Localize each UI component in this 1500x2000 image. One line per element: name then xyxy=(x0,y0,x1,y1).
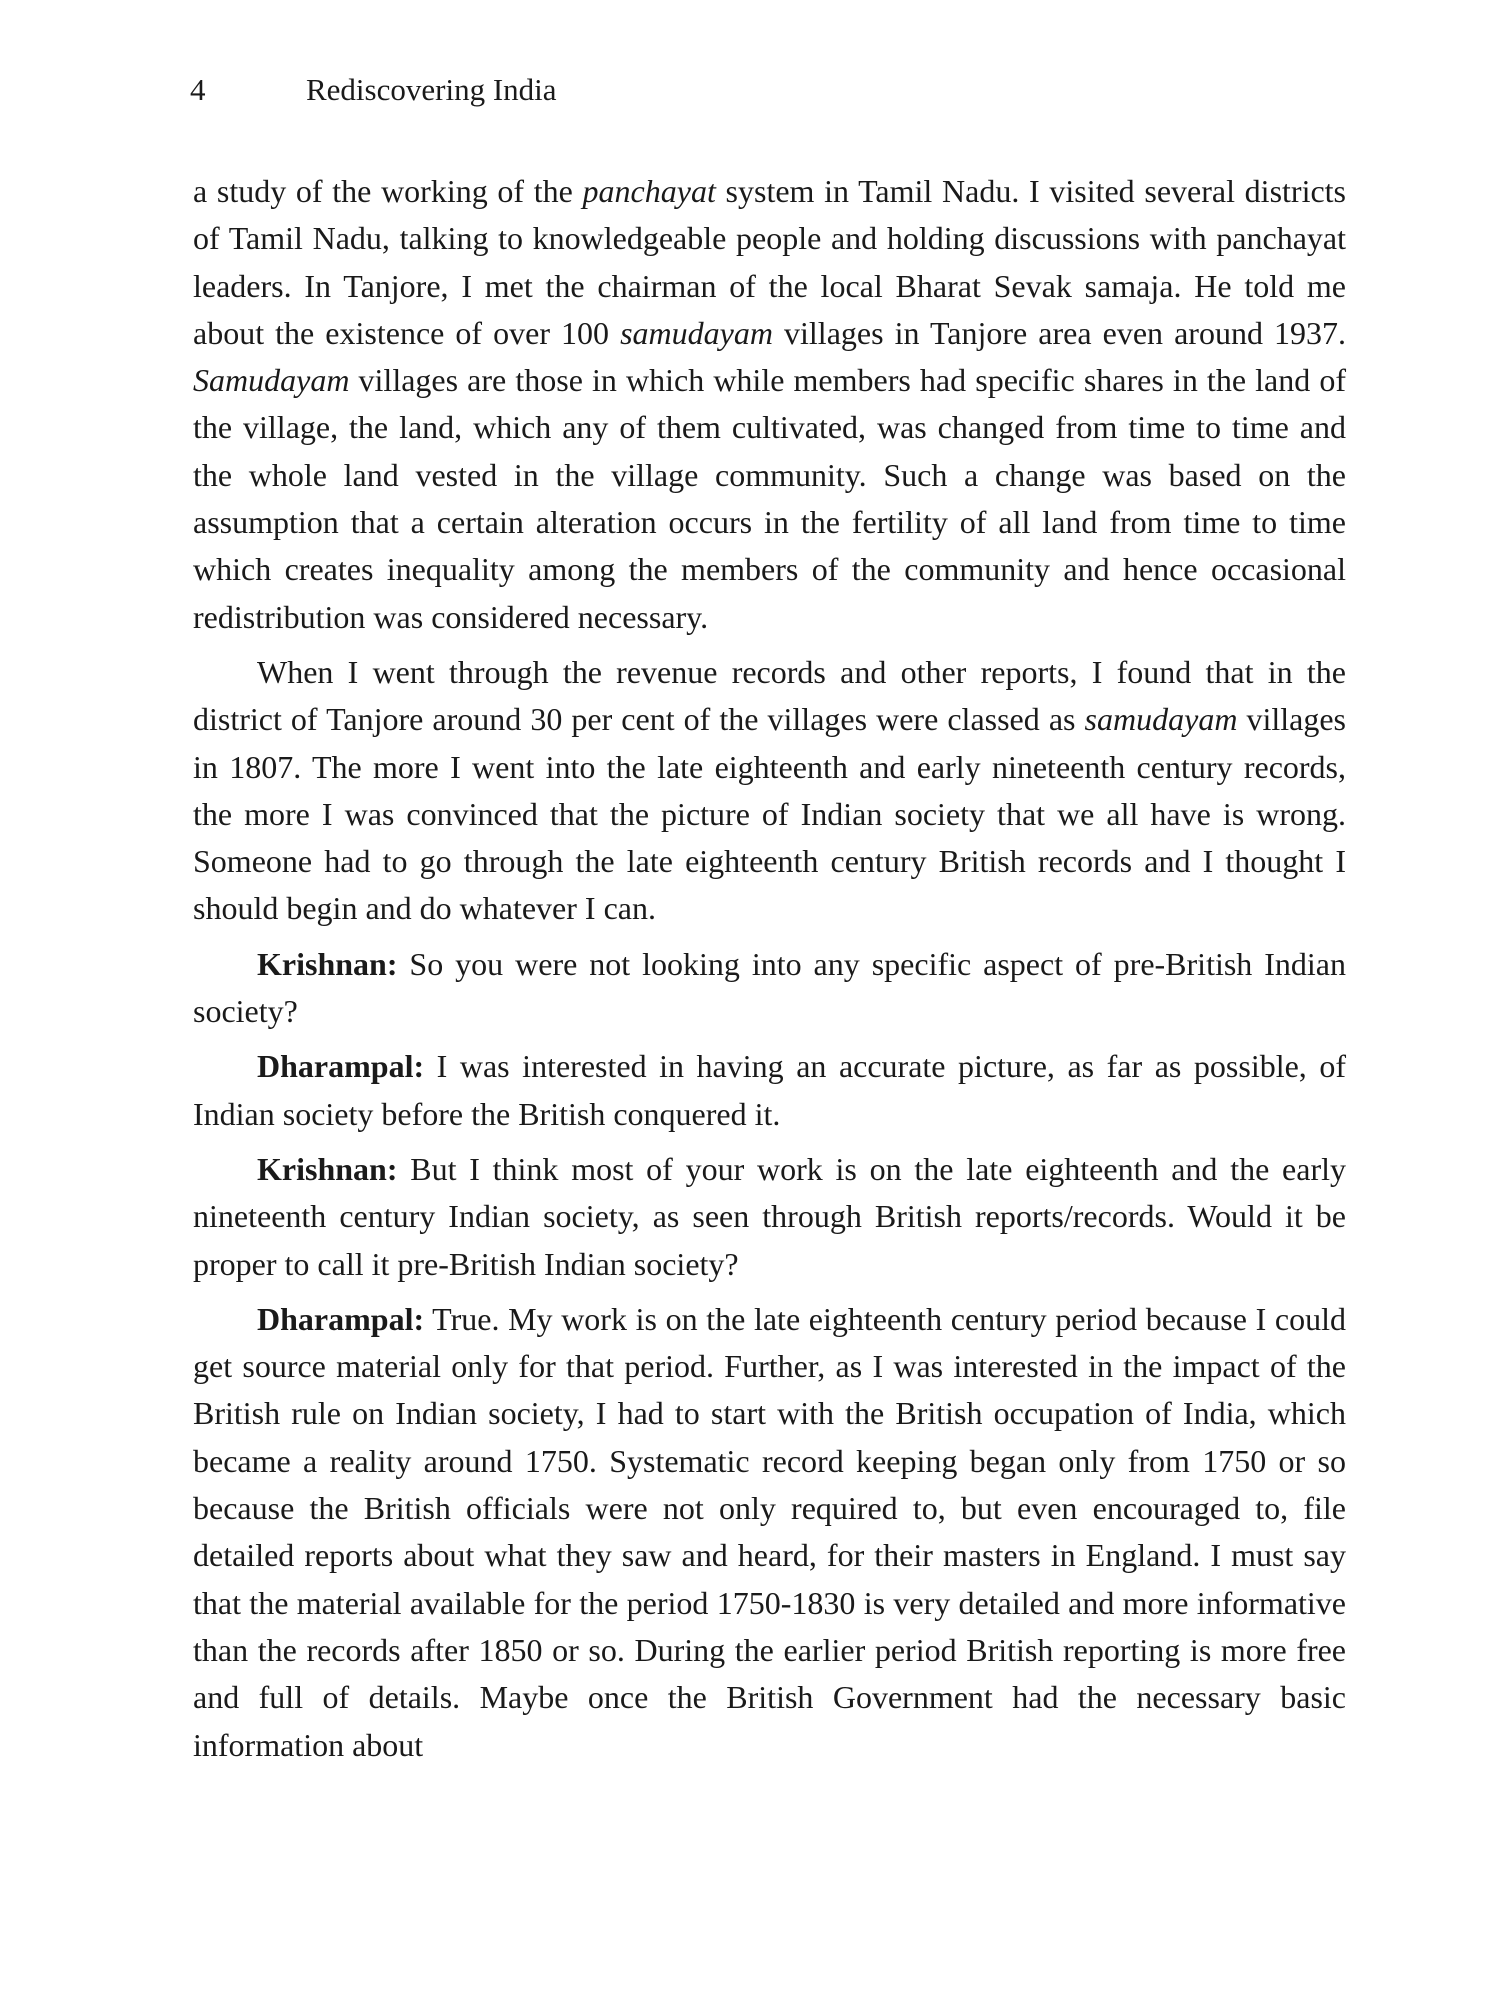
text-run: a study of the working of the xyxy=(193,173,583,209)
text-run: villages are those in which while members had specific shares in the land of the village, the land, which any of them cultivated, was changed from time to time and the whole land vested in the village community. Such a change was based on the assumption that a certain alteration occurs in the fertility of all land from time to time which creates inequality among the members of the community and hence occasional redistribution was considered necessary. xyxy=(193,362,1346,635)
dialogue-krishnan-2 xyxy=(193,1146,1346,1288)
running-head xyxy=(190,70,1350,110)
italic-term: samudayam xyxy=(1084,701,1238,738)
dialogue-krishnan-1 xyxy=(193,941,1346,1036)
paragraph-panchayat-study xyxy=(193,168,1346,641)
speaker-name: Dharampal: xyxy=(257,1048,425,1085)
dialogue-text: True. My work is on the late eighteenth century period because I could get source material only for that period. Further, as I was interested in the impact of the British rule on Indian society, I had to start with the British occupation of India, which became a reality around 1750. Systematic record keeping began only from 1750 or so because the British officials were not only required to, but even encouraged to, file detailed reports about what they saw and heard, for their masters in England. I must say that the material available for the period 1750-1830 is very detailed and more informative than the records after 1850 or so. During the earlier period British reporting is more free and full of details. Maybe once the British Government had the necessary basic information about xyxy=(193,1300,1346,1763)
text-run: system in Tamil Nadu. I visited several districts of Tamil Nadu, talking to knowledgeable people and holding discussions with panchayat leaders. In Tanjore, I met the chairman of the local Bharat Sevak samaja. He told me about the existence of over 100 xyxy=(193,173,1347,351)
page-number: 4 xyxy=(190,72,206,107)
running-title: Rediscovering India xyxy=(306,72,557,107)
speaker-name: Krishnan: xyxy=(257,945,398,982)
dialogue-text: I was interested in having an accurate picture, as far as possible, of Indian society before the British conquered it. xyxy=(193,1048,1346,1132)
dialogue-text: But I think most of your work is on the late eighteenth and the early nineteenth century Indian society, as seen through British reports/records. Would it be proper to call it pre-British Indian society? xyxy=(193,1150,1346,1282)
dialogue-dharampal-1 xyxy=(193,1043,1346,1138)
text-run: villages in 1807. The more I went into the late eighteenth and early nineteenth century records, the more I was convinced that the picture of Indian society that we all have is wrong. Someone had to go through the late eighteenth century British records and I thought I should begin and do whatever I can. xyxy=(193,701,1347,927)
italic-term: samudayam xyxy=(620,314,773,351)
italic-term: panchayat xyxy=(582,173,716,209)
italic-term: Samudayam xyxy=(193,362,350,399)
speaker-name: Krishnan: xyxy=(257,1150,398,1187)
text-run: When I went through the revenue records and other reports, I found that in the district of Tanjore around 30 per cent of the villages were classed as xyxy=(193,653,1346,738)
body-text xyxy=(193,168,1346,1769)
dialogue-text: So you were not looking into any specific aspect of pre-British Indian society? xyxy=(193,945,1346,1030)
speaker-name: Dharampal: xyxy=(257,1300,425,1337)
text-run: villages in Tanjore area even around 1937. xyxy=(772,314,1347,351)
paragraph-revenue-records xyxy=(193,649,1346,933)
dialogue-dharampal-2 xyxy=(193,1296,1346,1769)
